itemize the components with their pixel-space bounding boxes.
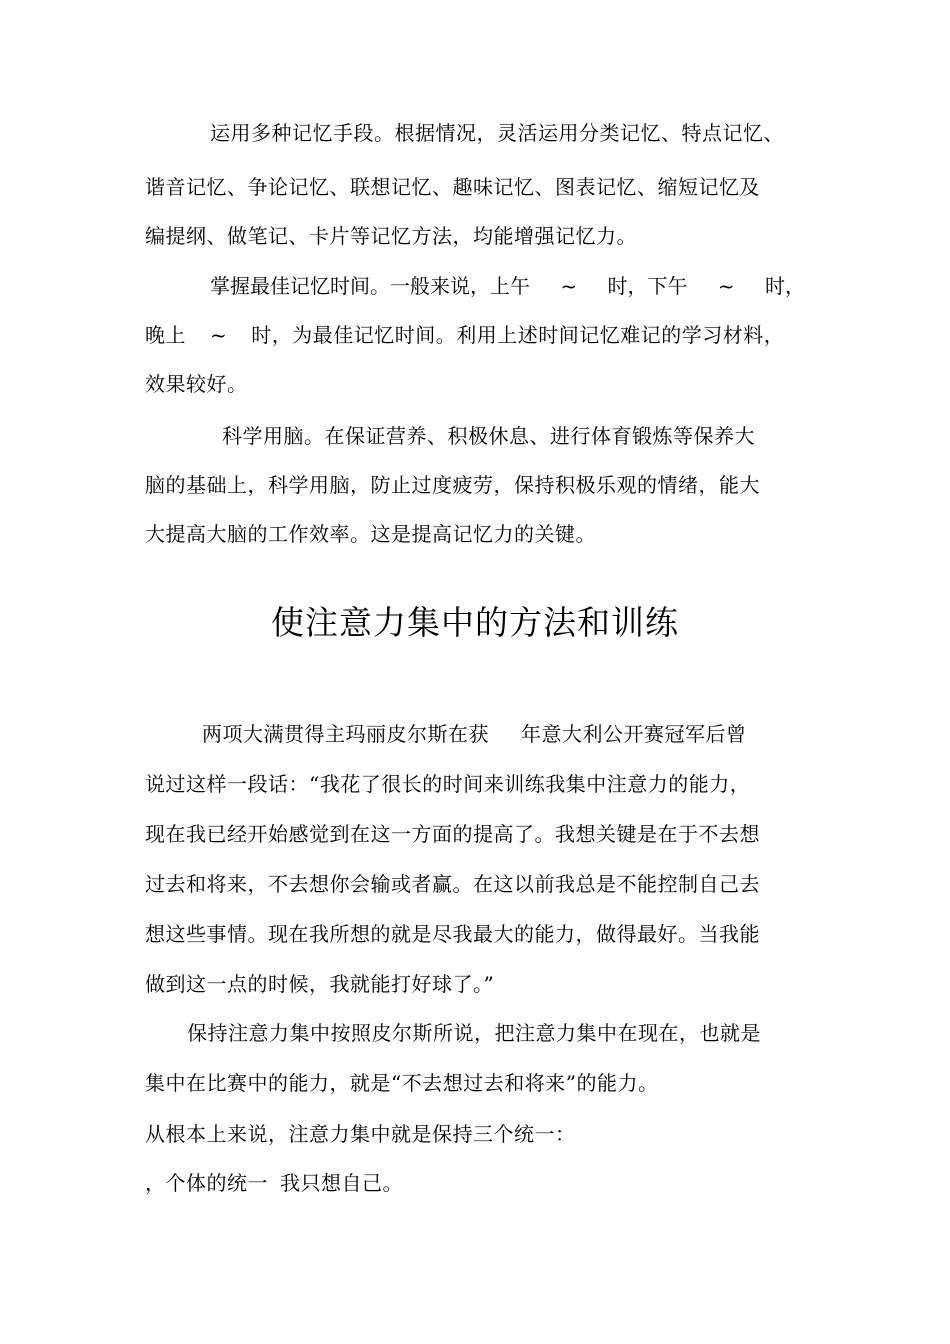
- paragraph-line: [210, 273, 805, 299]
- text-run: 时，: [764, 274, 805, 298]
- paragraph-line: 编提纲、做笔记、卡片等记忆方法，均能增强记忆力。: [145, 224, 637, 248]
- paragraph-line: 想这些事情。现在我所想的就是尽我最大的能力，做得最好。当我能: [145, 922, 760, 946]
- tilde-text: ~: [210, 323, 228, 347]
- section-heading: 使注意力集中的方法和训练: [271, 603, 679, 642]
- text-run: 年意大利公开赛冠军后曾: [521, 722, 747, 746]
- paragraph-line: [202, 721, 802, 747]
- text-run: 两项大满贯得主玛丽皮尔斯在获: [202, 722, 489, 746]
- paragraph-line: 大提高大脑的工作效率。这是提高记忆力的关键。: [145, 522, 596, 546]
- list-item: [145, 1170, 810, 1196]
- tilde-text: ~: [717, 274, 735, 298]
- paragraph-line: 运用多种记忆手段。根据情况，灵活运用分类记忆、特点记忆、: [210, 121, 784, 145]
- paragraph-line: 说过这样一段话：“我花了很长的时间来训练我集中注意力的能力，: [145, 772, 751, 796]
- paragraph-line: 谐音记忆、争论记忆、联想记忆、趣味记忆、图表记忆、缩短记忆及: [145, 175, 760, 199]
- text-run: 时，为最佳记忆时间。利用上述时间记忆难记的学习材料，: [251, 323, 785, 347]
- paragraph-line: 现在我已经开始感觉到在这一方面的提高了。我想关键是在于不去想: [145, 822, 760, 846]
- paragraph-line: 集中在比赛中的能力，就是“不去想过去和将来”的能力。: [145, 1071, 659, 1095]
- paragraph-line: 从根本上来说，注意力集中就是保持三个统一：: [145, 1122, 576, 1146]
- text-run: 掌握最佳记忆时间。一般来说，上午: [210, 274, 530, 298]
- paragraph-line: 脑的基础上，科学用脑，防止过度疲劳，保持积极乐观的情绪，能大: [145, 473, 760, 497]
- paragraph-line: 做到这一点的时候，我就能打好球了。”: [145, 972, 495, 996]
- tilde-text: ~: [560, 274, 578, 298]
- text-run: 时，下午: [607, 274, 688, 298]
- paragraph-line: 科学用脑。在保证营养、积极休息、进行体育锻炼等保养大: [222, 424, 755, 448]
- paragraph-line: [145, 322, 810, 348]
- paragraph-line: 过去和将来，不去想你会输或者赢。在这以前我总是不能控制自己去: [145, 872, 760, 896]
- paragraph-line: 效果较好。: [145, 372, 248, 396]
- text-run: ，个体的统一: [145, 1171, 268, 1195]
- text-run: 晚上: [145, 323, 186, 347]
- text-run: 我只想自己。: [280, 1171, 403, 1195]
- paragraph-line: 保持注意力集中按照皮尔斯所说，把注意力集中在现在，也就是: [187, 1021, 761, 1045]
